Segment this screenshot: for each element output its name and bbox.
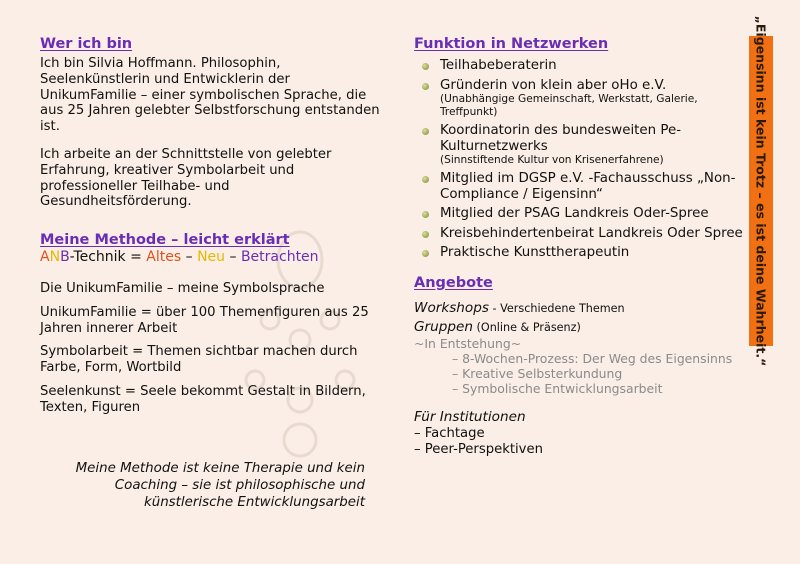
about-paragraph-1: Ich bin Silvia Hoffmann. Philosophin, Seelenkünstlerin und Entwicklerin der UnikumFamilie – einer symbolischen Sprache, die aus 25 Jahren gelebter Selbstforschung entstanden ist. [40, 56, 380, 135]
workshops-label: Workshops [414, 299, 489, 316]
method-item: Symbolarbeit = Themen sichtbar machen durch Farbe, Form, Wortbild [40, 344, 358, 376]
anb-n: N [49, 249, 61, 266]
offer-sub-item: – Kreative Selbsterkundung [452, 366, 623, 382]
method-quote: Meine Methode ist keine Therapie und kein Coaching – sie ist philosophische und künstlerische Entwicklungsarbeit [75, 461, 365, 510]
bullet-icon [422, 63, 429, 70]
bullet-icon [422, 250, 429, 257]
network-item [414, 245, 754, 261]
anb-dash-1: – [181, 249, 198, 266]
anb-a: A [40, 249, 50, 266]
institution-item: – Fachtage [414, 425, 485, 441]
anb-betrachten: Betrachten [240, 249, 319, 266]
motto-text: „Eigensinn ist kein Trotz – es ist deine Wahrheit.“ [753, 15, 769, 367]
workshops-note: - Verschiedene Themen [488, 301, 625, 315]
groups-note: (Online & Präsenz) [472, 321, 581, 335]
network-item-label: Kreisbehindertenbeirat Landkreis Oder Spree [440, 225, 743, 241]
about-heading: Wer ich bin [40, 36, 133, 52]
network-item-label: Teilhabeberaterin [440, 58, 557, 73]
method-item: Die UnikumFamilie – meine Symbolsprache [40, 280, 325, 296]
network-item [414, 171, 754, 202]
institution-item: – Peer-Perspektiven [414, 441, 543, 457]
network-item-label: Mitglied im DGSP e.V. -Fachausschuss „Non-Compliance / Eigensinn“ [440, 171, 736, 202]
bullet-icon [422, 128, 429, 135]
anb-neu: Neu [197, 249, 226, 266]
network-list [414, 58, 754, 261]
anb-technique-line [40, 250, 385, 266]
network-item [414, 206, 754, 222]
groups-label: Gruppen [414, 319, 473, 336]
anb-dash-2: – [225, 249, 241, 266]
offer-sub-item: – 8-Wochen-Prozess: Der Weg des Eigensinns [452, 351, 733, 367]
bullet-icon [422, 231, 429, 238]
bullet-icon [422, 83, 429, 90]
network-item-note: (Sinnstiftende Kultur von Krisenerfahrene) [440, 154, 664, 166]
network-item [414, 226, 754, 242]
method-heading: Meine Methode – leicht erklärt [40, 232, 290, 249]
network-item [414, 123, 754, 167]
method-item: UnikumFamilie = über 100 Themenfiguren aus 25 Jahren innerer Arbeit [40, 304, 369, 336]
motto-sidebar [749, 15, 773, 367]
network-heading: Funktion in Netzwerken [414, 36, 609, 52]
network-item-label: Gründerin von klein aber oHo e.V. [440, 77, 667, 93]
offers-heading: Angebote [414, 274, 493, 291]
network-item [414, 78, 754, 120]
network-item-label: Mitglied der PSAG Landkreis Oder-Spree [440, 206, 709, 221]
bullet-icon [422, 176, 429, 183]
network-item-label: Koordinatorin des bundesweiten Pe-Kulturnetzwerks [440, 123, 682, 154]
method-item: Seelenkunst = Seele bekommt Gestalt in Bildern, Texten, Figuren [40, 383, 366, 415]
about-paragraph-2: Ich arbeite an der Schnittstelle von gelebter Erfahrung, kreativer Symbolarbeit und professioneller Teilhabe- und Gesundheitsförderung. [40, 146, 332, 210]
workshops-line [414, 301, 754, 317]
anb-suffix: -Technik = [69, 249, 147, 266]
groups-line [414, 320, 754, 336]
network-item-note: (Unabhängige Gemeinschaft, Werkstatt, Galerie, Treffpunkt) [440, 93, 698, 118]
offers-section [414, 275, 754, 458]
institutions-label: Für Institutionen [414, 409, 526, 426]
offer-sub-item: – Symbolische Entwicklungsarbeit [452, 381, 663, 397]
bullet-icon [422, 211, 429, 218]
network-item [414, 58, 754, 74]
network-item-label: Praktische Kunsttherapeutin [440, 245, 630, 260]
anb-b: B [60, 249, 70, 266]
anb-altes: Altes [146, 249, 182, 266]
in-progress-label: ~In Entstehung~ [414, 336, 522, 352]
right-column [414, 36, 754, 457]
left-column [40, 36, 385, 416]
